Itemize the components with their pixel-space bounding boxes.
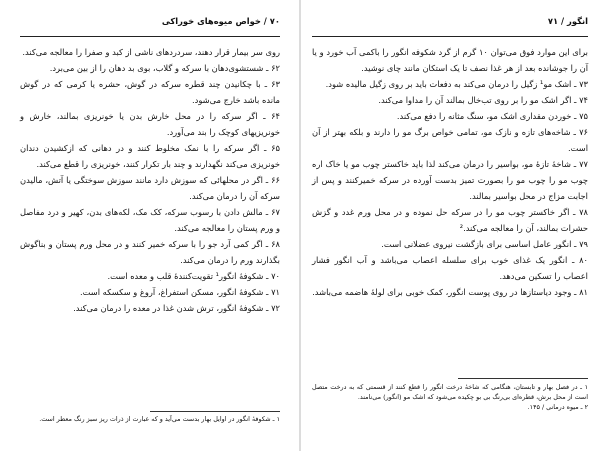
paragraph: ۷۳ ـ اشک مو¹ زگیل را درمان می‌کند به دفعات باید بر روی زگیل مالیده شود. <box>325 79 588 89</box>
paragraph: برای این موارد فوق می‌توان ۱۰ گرم از گرد شکوفه انگور را باکمی آب خورد و یا آن را جوشانده بعد از هر غذا نصف تا یک استکان مانند چای نوشید. <box>312 47 588 73</box>
paragraph: ۶۲ ـ شستشوی‌دهان با سرکه و گلاب، بوی بد دهان را از بین می‌برد. <box>49 63 280 73</box>
paragraph: ۷۷ ـ شاخهٔ تازهٔ مو، بواسیر را درمان می‌کند لذا باید خاکستر چوب مو یا خاک اره چوب مو را چوب مو را بصورت تمیز بدست آورده در سرکه خمیرکنند و پس از اجابت مزاج در محل بواسیر بمالند. <box>312 159 588 201</box>
paragraph: روی سر بیمار قرار دهند، سردردهای ناشی از کبد و صفرا را معالجه می‌کند. <box>22 47 280 57</box>
left-footnotes <box>20 414 280 424</box>
paragraph: ۷۵ ـ خوردن مقداری اشک مو، سنگ مثانه را دفع می‌کند. <box>396 111 588 121</box>
right-page-header: انگور / ۷۱ <box>547 16 588 26</box>
left-footnote-rule <box>150 411 280 412</box>
right-footnotes <box>312 382 588 412</box>
paragraph: ۸۰ ـ انگور یک غذای خوب برای سلسله اعصاب می‌باشد و آب انگور فشار اعصاب را تسکین می‌دهد. <box>312 255 588 281</box>
paragraph: ۷۲ ـ شکوفهٔ انگور، ترش شدن غذا در معده را درمان می‌کند. <box>73 303 280 313</box>
paragraph: ۷۶ ـ شاخه‌های تازه و نازک مو، تمامی خواص برگ مو را دارند و بلکه بهتر از آن است. <box>312 127 588 153</box>
left-page-body <box>20 44 280 316</box>
left-page-header: ۷۰ / خواص میوه‌های خوراکی <box>161 16 280 26</box>
paragraph: ۷۱ ـ شکوفهٔ انگور، مسکن استفراغ، آروغ و سکسکه است. <box>80 287 280 297</box>
paragraph: ۷۸ ـ اگر خاکستر چوب مو را در سرکه حل نموده و در محل ورم غدد و گزش حشرات بمالند، آن را معالجه می‌کند.² <box>312 207 588 233</box>
right-page <box>300 0 600 451</box>
paragraph: ۷۴ ـ اگر اشک مو را بر روی تب‌خال بمالند آن را مداوا می‌کند. <box>378 95 588 105</box>
paragraph: ۷۰ ـ شکوفهٔ انگور¹ تقویت‌کنندهٔ قلب و معده است. <box>107 271 280 281</box>
paragraph: ۶۵ ـ اگر سرکه را با نمک مخلوط کنند و در دهانی که ازکشیدن دندان خونریزی می‌کند نگهدارند و چند بار تکرار کنند، خونریزی را قطع می‌کند. <box>20 143 280 169</box>
paragraph: ۷۹ ـ انگور عامل اساسی برای بازگشت نیروی عضلانی است. <box>381 239 588 249</box>
paragraph: ۶۶ ـ اگر در محلهائی که سوزش دارد مانند سوزش سوختگی یا آتش، مالیدن سرکه آن را درمان می‌کند. <box>20 175 280 201</box>
footnote: ۱ ـ شکوفهٔ انگور در اوایل بهار بدست می‌آید و که عبارت از ذرات ریز سبز رنگ معطر است. <box>39 415 280 423</box>
paragraph: ۶۴ ـ اگر سرکه را در محل خارش بدن یا خونریزی بمالند، خارش و خونریزیهای کوچک را بند می‌آورد. <box>20 111 280 137</box>
paragraph: ۸۱ ـ وجود دیاستازها در روی پوست انگور، کمک خوبی برای لولهٔ هاضمه می‌باشد. <box>312 287 588 297</box>
paragraph: ۶۳ ـ با چکانیدن چند قطره سرکه در گوش، حشره یا کرمی که در گوش مانده باشد خارج می‌شود. <box>20 79 280 105</box>
footnote: ۲ ـ میوه درمانی / ۱۴۵. <box>527 403 588 411</box>
right-page-body <box>312 44 588 300</box>
footnote: ۱ ـ در فصل بهار و تابستان، هنگامی که شاخهٔ درخت انگور را قطع کنند از قسمتی که به درخت متصل است از محل برش، قطره‌ای بی‌رنگ بی بو چکیده می‌شود که اشک مو (انگور) می‌نامند. <box>312 383 588 401</box>
right-footnote-rule <box>458 378 588 379</box>
right-header-rule <box>312 36 588 37</box>
paragraph: ۶۸ ـ اگر کمی آرد جو را با سرکه خمیر کنند و در محل ورم پستان و بناگوش بگذارند ورم را درمان می‌کند. <box>20 239 280 265</box>
paragraph: ۶۷ ـ مالش دادن با رسوب سرکه، کک مک، لکه‌های بدن، کهیر و درد مفاصل و ورم پستان را معالجه می‌کند. <box>20 207 280 233</box>
left-header-rule <box>20 36 280 37</box>
